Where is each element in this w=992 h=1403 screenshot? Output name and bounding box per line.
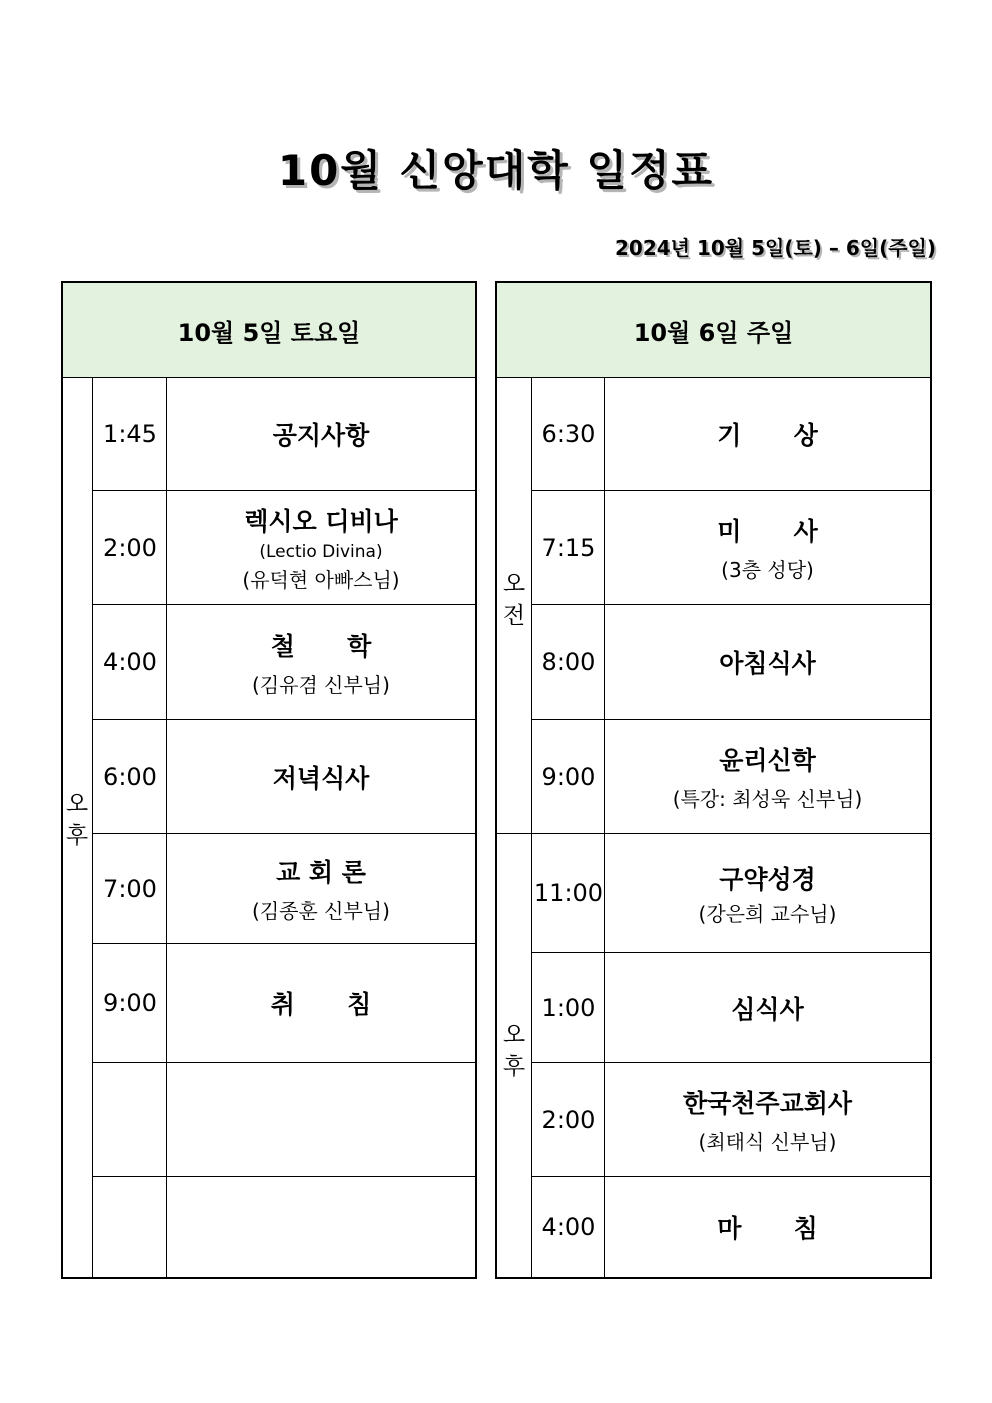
schedule-row xyxy=(93,834,475,943)
event-speaker: (강은희 교수님) xyxy=(698,901,837,926)
event-title: 저녁식사 xyxy=(272,763,370,793)
period-label-pm: 오 후 xyxy=(65,791,89,849)
event-speaker: (특강: 최성욱 신부님) xyxy=(672,787,863,811)
event-title: 철 학 xyxy=(270,631,372,661)
time-cell: 4:00 xyxy=(103,648,157,676)
event-title: 한국천주교회사 xyxy=(682,1089,853,1118)
event-speaker: (김유겸 신부님) xyxy=(252,672,390,697)
time-cell: 2:00 xyxy=(103,533,157,562)
event-speaker: (유덕현 아빠스님) xyxy=(242,568,400,592)
event-title: 구약성경 xyxy=(719,864,816,894)
event-cell xyxy=(605,834,930,952)
event-cell xyxy=(167,1063,475,1176)
event-cell xyxy=(167,834,475,943)
event-cell xyxy=(167,605,475,719)
time-cell: 6:30 xyxy=(541,419,596,448)
time-cell: 6:00 xyxy=(103,762,157,791)
schedule-row xyxy=(93,1177,475,1277)
event-cell xyxy=(167,491,475,604)
schedule-row xyxy=(532,491,930,604)
time-cell: 7:00 xyxy=(103,874,157,903)
event-title: 교 회 론 xyxy=(276,858,366,887)
event-title: 공지사항 xyxy=(272,420,370,450)
event-cell xyxy=(167,1177,475,1277)
schedule-row xyxy=(532,834,930,952)
time-cell: 8:00 xyxy=(541,648,596,676)
time-cell xyxy=(93,1063,167,1176)
period-label-pm: 오 후 xyxy=(502,1022,526,1080)
schedule-row xyxy=(93,491,475,604)
event-cell xyxy=(605,1177,930,1277)
event-cell xyxy=(605,377,930,490)
event-cell xyxy=(605,491,930,604)
event-speaker: (최태식 신부님) xyxy=(698,1130,837,1154)
period-label-am: 오 전 xyxy=(502,571,526,629)
event-cell xyxy=(167,944,475,1062)
event-title: 아침식사 xyxy=(719,649,816,678)
sunday-header: 10월 6일 주일 xyxy=(497,283,930,378)
event-cell xyxy=(605,605,930,719)
time-cell: 9:00 xyxy=(103,989,157,1017)
event-title: 윤리신학 xyxy=(719,746,816,775)
event-cell xyxy=(167,720,475,833)
time-cell: 7:15 xyxy=(541,533,596,562)
event-title: 마 침 xyxy=(717,1214,818,1243)
event-cell xyxy=(605,1063,930,1176)
event-cell xyxy=(167,377,475,490)
event-title: 기 상 xyxy=(717,420,818,450)
schedule-row xyxy=(93,944,475,1062)
schedule-row xyxy=(93,377,475,490)
event-title: 심식사 xyxy=(731,994,804,1024)
page-title: 10월 신앙대학 일정표 xyxy=(277,146,715,195)
event-title: 취 침 xyxy=(270,990,372,1019)
time-cell: 4:00 xyxy=(541,1213,596,1241)
saturday-schedule-table xyxy=(61,281,477,1279)
schedule-row xyxy=(532,720,930,833)
event-title: 미 사 xyxy=(717,517,818,546)
time-cell: 9:00 xyxy=(541,762,596,791)
event-cell xyxy=(605,720,930,833)
schedule-row xyxy=(532,605,930,719)
event-cell xyxy=(605,953,930,1062)
schedule-row xyxy=(532,1063,930,1176)
event-subtitle-latin: (Lectio Divina) xyxy=(259,542,383,562)
event-title: 렉시오 디비나 xyxy=(244,507,398,536)
schedule-row xyxy=(93,605,475,719)
sunday-schedule-table xyxy=(495,281,932,1279)
event-location: (3층 성당) xyxy=(721,558,814,582)
time-cell: 2:00 xyxy=(541,1105,596,1134)
date-range: 2024년 10월 5일(토) – 6일(주일) xyxy=(615,236,936,260)
time-cell xyxy=(93,1177,167,1277)
schedule-row xyxy=(93,720,475,833)
schedule-row xyxy=(532,377,930,490)
time-cell: 11:00 xyxy=(533,879,604,907)
schedule-row xyxy=(532,953,930,1062)
schedule-row xyxy=(93,1063,475,1176)
time-cell: 1:00 xyxy=(541,993,596,1022)
time-cell: 1:45 xyxy=(103,419,157,448)
saturday-header: 10월 5일 토요일 xyxy=(63,283,475,378)
schedule-row xyxy=(532,1177,930,1277)
event-speaker: (김종훈 신부님) xyxy=(252,899,390,923)
